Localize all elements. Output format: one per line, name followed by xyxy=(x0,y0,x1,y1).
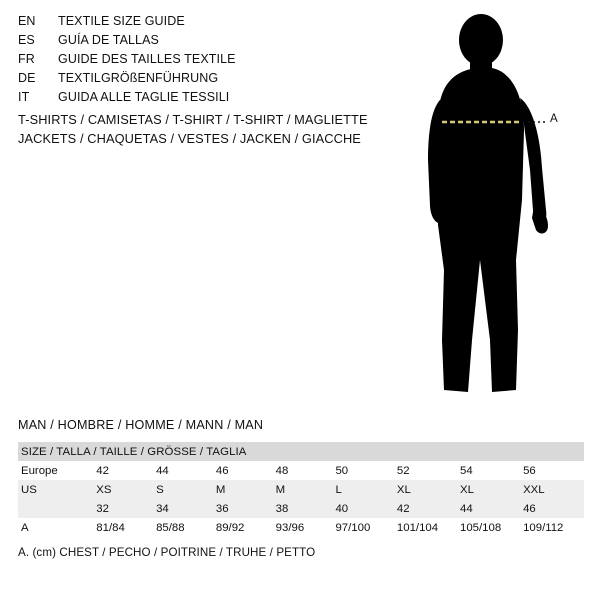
table-row xyxy=(18,480,584,499)
language-text: TEXTILE SIZE GUIDE xyxy=(58,14,185,28)
size-table xyxy=(18,442,584,537)
cell-value: 34 xyxy=(154,499,214,518)
language-text: GUIDA ALLE TAGLIE TESSILI xyxy=(58,90,230,104)
cell-value: 40 xyxy=(333,499,394,518)
cell-value: 42 xyxy=(395,499,458,518)
cell-value: 46 xyxy=(521,499,584,518)
cell-value: 85/88 xyxy=(154,518,214,537)
cell-value: 56 xyxy=(521,461,584,480)
cell-value: 97/100 xyxy=(333,518,394,537)
garment-types xyxy=(18,110,418,148)
cell-value: XS xyxy=(94,480,154,499)
male-figure-illustration xyxy=(400,10,600,410)
language-text: GUIDE DES TAILLES TEXTILE xyxy=(58,52,236,66)
row-label: Europe xyxy=(18,461,94,480)
cell-value: L xyxy=(333,480,394,499)
cell-value: 109/112 xyxy=(521,518,584,537)
cell-value: 52 xyxy=(395,461,458,480)
cell-value: 36 xyxy=(214,499,274,518)
cell-value: 44 xyxy=(154,461,214,480)
language-row xyxy=(18,90,378,109)
cell-value: 46 xyxy=(214,461,274,480)
table-row xyxy=(18,518,584,537)
language-row xyxy=(18,14,378,33)
row-label: US xyxy=(18,480,94,499)
cell-value: 105/108 xyxy=(458,518,521,537)
cell-value: 81/84 xyxy=(94,518,154,537)
garment-line-jackets: JACKETS / CHAQUETAS / VESTES / JACKEN / GIACCHE xyxy=(18,131,361,146)
language-text: TEXTILGRÖßENFÜHRUNG xyxy=(58,71,219,85)
language-code: FR xyxy=(18,52,35,66)
language-text: GUÍA DE TALLAS xyxy=(58,33,159,47)
chest-measure-label: A xyxy=(550,113,559,125)
cell-value: 32 xyxy=(94,499,154,518)
cell-value: XL xyxy=(458,480,521,499)
row-label xyxy=(18,499,94,518)
cell-value: 89/92 xyxy=(214,518,274,537)
cell-value: 38 xyxy=(274,499,334,518)
cell-value: 54 xyxy=(458,461,521,480)
male-silhouette-icon xyxy=(400,10,600,410)
cell-value: M xyxy=(214,480,274,499)
table-row xyxy=(18,499,584,518)
size-table-wrap xyxy=(18,442,584,537)
language-code: EN xyxy=(18,14,36,28)
row-label: A xyxy=(18,518,94,537)
table-header-label: SIZE / TALLA / TAILLE / GRÖSSE / TAGLIA xyxy=(18,442,584,461)
language-code: ES xyxy=(18,33,35,47)
language-code: DE xyxy=(18,71,36,85)
language-row xyxy=(18,33,378,52)
language-row xyxy=(18,71,378,90)
table-footnote: A. (cm) CHEST / PECHO / POITRINE / TRUHE / PETTO xyxy=(18,546,316,559)
cell-value: 101/104 xyxy=(395,518,458,537)
cell-value: 50 xyxy=(333,461,394,480)
cell-value: XL xyxy=(395,480,458,499)
language-legend xyxy=(18,14,378,109)
table-header-row xyxy=(18,442,584,461)
cell-value: 42 xyxy=(94,461,154,480)
cell-value: M xyxy=(274,480,334,499)
cell-value: 93/96 xyxy=(274,518,334,537)
cell-value: XXL xyxy=(521,480,584,499)
cell-value: 44 xyxy=(458,499,521,518)
cell-value: S xyxy=(154,480,214,499)
table-row xyxy=(18,461,584,480)
cell-value: 48 xyxy=(274,461,334,480)
section-title-man: MAN / HOMBRE / HOMME / MANN / MAN xyxy=(18,418,264,432)
language-row xyxy=(18,52,378,71)
garment-line-tshirts: T-SHIRTS / CAMISETAS / T-SHIRT / T-SHIRT / MAGLIETTE xyxy=(18,112,368,127)
language-code: IT xyxy=(18,90,30,104)
